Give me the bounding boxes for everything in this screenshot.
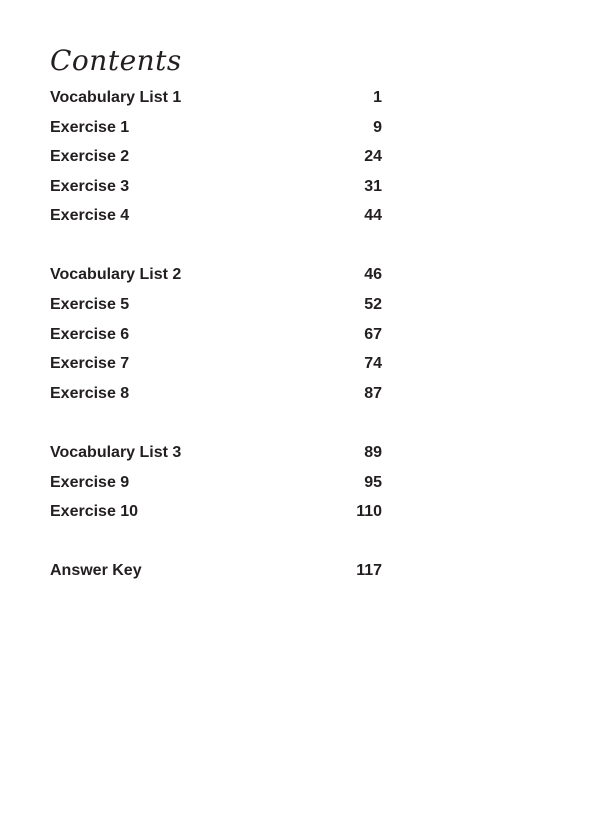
toc-entry-page: 87 bbox=[364, 384, 382, 402]
toc-entry-label: Exercise 10 bbox=[50, 503, 139, 521]
toc-entry bbox=[50, 355, 382, 385]
toc-entry-label: Exercise 8 bbox=[50, 384, 130, 402]
toc-entry-label: Exercise 5 bbox=[50, 296, 130, 314]
toc-entry-label: Vocabulary List 2 bbox=[50, 266, 182, 284]
toc-entry-page: 9 bbox=[373, 118, 382, 136]
toc-entry bbox=[50, 148, 382, 178]
toc-entry-page: 46 bbox=[364, 266, 382, 284]
toc-group bbox=[50, 562, 382, 592]
toc-entry-label: Exercise 9 bbox=[50, 473, 130, 491]
toc-entry-label: Exercise 7 bbox=[50, 355, 130, 373]
table-of-contents bbox=[50, 89, 382, 592]
page-title: Contents bbox=[50, 44, 182, 77]
toc-group bbox=[50, 444, 382, 533]
toc-entry-label: Exercise 3 bbox=[50, 177, 130, 195]
toc-entry bbox=[50, 562, 382, 592]
toc-entry bbox=[50, 178, 382, 208]
toc-entry-page: 89 bbox=[364, 443, 382, 461]
toc-entry bbox=[50, 444, 382, 474]
toc-entry-label: Answer Key bbox=[50, 562, 142, 580]
toc-group bbox=[50, 266, 382, 414]
toc-entry bbox=[50, 385, 382, 415]
toc-entry-page: 74 bbox=[364, 355, 382, 373]
toc-entry-label: Exercise 1 bbox=[50, 118, 130, 136]
toc-entry-page: 1 bbox=[373, 89, 382, 106]
toc-entry-page: 44 bbox=[364, 207, 382, 225]
toc-entry bbox=[50, 89, 382, 119]
toc-entry bbox=[50, 207, 382, 237]
toc-entry-page: 24 bbox=[364, 148, 382, 166]
toc-entry bbox=[50, 326, 382, 356]
toc-entry bbox=[50, 296, 382, 326]
toc-entry-page: 95 bbox=[364, 473, 382, 491]
toc-entry-page: 67 bbox=[364, 325, 382, 343]
toc-entry-label: Vocabulary List 3 bbox=[50, 443, 182, 461]
toc-entry bbox=[50, 474, 382, 504]
toc-entry bbox=[50, 119, 382, 149]
toc-group bbox=[50, 89, 382, 237]
toc-entry-page: 117 bbox=[356, 562, 382, 580]
toc-entry-label: Vocabulary List 1 bbox=[50, 89, 182, 106]
toc-entry bbox=[50, 266, 382, 296]
toc-entry bbox=[50, 503, 382, 533]
toc-entry-page: 52 bbox=[364, 296, 382, 314]
toc-entry-page: 31 bbox=[364, 177, 382, 195]
toc-entry-label: Exercise 6 bbox=[50, 325, 130, 343]
toc-entry-page: 110 bbox=[356, 503, 382, 521]
toc-entry-label: Exercise 4 bbox=[50, 207, 130, 225]
toc-entry-label: Exercise 2 bbox=[50, 148, 130, 166]
